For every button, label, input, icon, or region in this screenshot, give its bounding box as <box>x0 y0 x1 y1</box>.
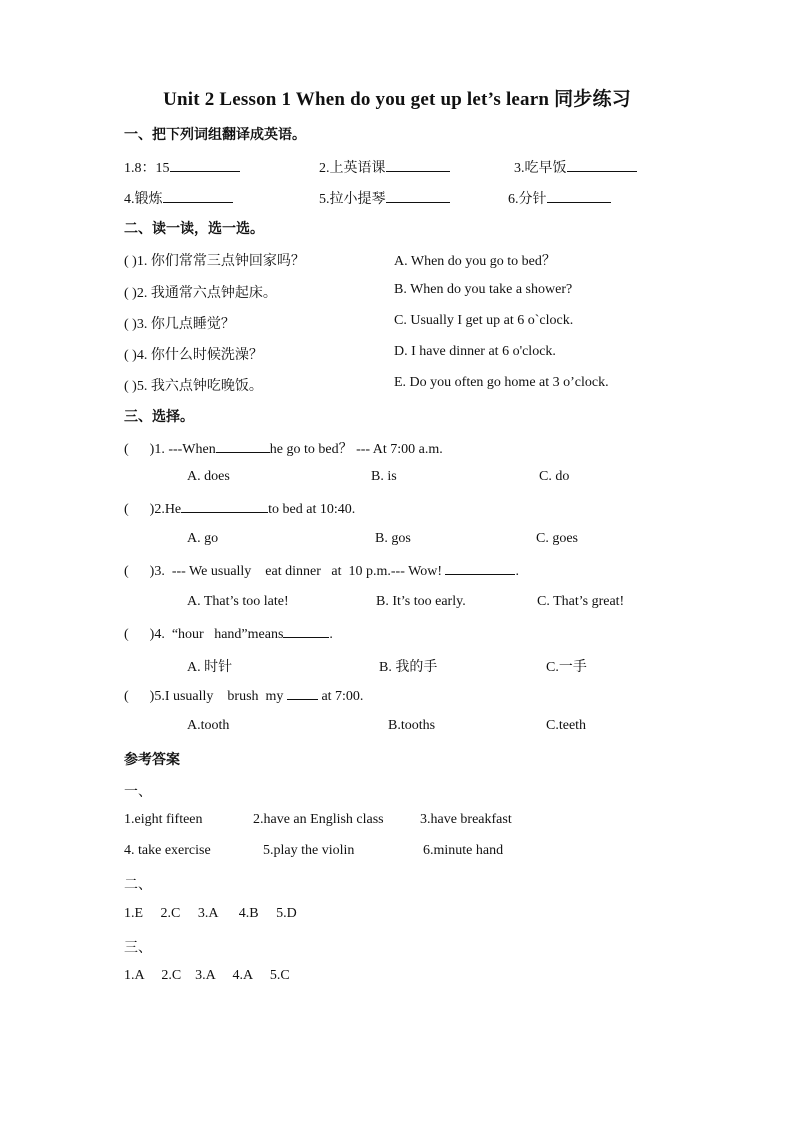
s2-right-d: D. I have dinner at 6 o'clock. <box>394 344 556 359</box>
answer-blank[interactable] <box>386 190 450 203</box>
q1-option-c: C. do <box>539 469 570 484</box>
q3-option-b: B. It’s too early. <box>376 594 466 609</box>
answer-blank[interactable] <box>181 500 268 513</box>
q4-suffix: . <box>329 627 333 642</box>
answer-1-5: 5.play the violin <box>263 843 355 858</box>
s1-item-3 <box>514 157 637 177</box>
q5-option-a: A.tooth <box>187 718 230 733</box>
s2-left-3: ( )3. 你几点睡觉？ <box>124 317 235 332</box>
s1-item-2 <box>319 157 450 177</box>
q2-option-b: B. gos <box>375 531 411 546</box>
s1-item-4 <box>124 188 233 208</box>
answer-1-4: 4. take exercise <box>124 843 211 858</box>
q3-prefix: ( )3. --- We usually eat dinner at 10 p.m.--- Wow! <box>124 564 442 579</box>
answers-s1-label: 一、 <box>124 785 152 800</box>
s2-left-4: ( )4. 你什么时候洗澡？ <box>124 348 263 363</box>
answer-blank[interactable] <box>283 625 329 638</box>
s3-question-5 <box>124 687 363 705</box>
s1-item-4-label: 4.锻炼 <box>124 192 163 207</box>
s1-item-1-label: 1.8：15 <box>124 161 170 176</box>
answers-s3-label: 三、 <box>124 941 152 956</box>
s1-item-1 <box>124 157 240 177</box>
answer-blank[interactable] <box>287 687 318 700</box>
s3-question-1 <box>124 438 443 458</box>
answer-1-2: 2.have an English class <box>253 812 384 827</box>
s3-question-2 <box>124 500 355 518</box>
q1-prefix: ( )1. ---When <box>124 442 216 457</box>
q3-option-a: A. That’s too late! <box>187 594 289 609</box>
q2-option-c: C. goes <box>536 531 578 546</box>
answer-1-3: 3.have breakfast <box>420 812 512 827</box>
answer-blank[interactable] <box>386 159 450 172</box>
q5-suffix: at 7:00. <box>321 689 364 704</box>
answer-blank[interactable] <box>163 190 233 203</box>
s1-item-6-label: 6.分针 <box>508 192 547 207</box>
s2-right-c: C. Usually I get up at 6 o`clock. <box>394 313 574 328</box>
s1-item-6 <box>508 188 611 208</box>
answer-blank[interactable] <box>170 159 240 172</box>
answer-1-6: 6.minute hand <box>423 843 504 858</box>
s1-item-2-label: 2.上英语课 <box>319 161 386 176</box>
s2-left-1: ( )1. 你们常常三点钟回家吗？ <box>124 254 305 269</box>
answer-blank[interactable] <box>216 440 270 453</box>
answers-s3: 1.A 2.C 3.A 4.A 5.C <box>124 968 290 983</box>
s1-item-3-label: 3.吃早饭 <box>514 161 567 176</box>
answer-1-1: 1.eight fifteen <box>124 812 203 827</box>
section2-heading: 二、读一读，选一选。 <box>124 222 264 237</box>
section3-heading: 三、选择。 <box>124 410 194 425</box>
q1-suffix: he go to bed？ --- At 7:00 a.m. <box>269 442 443 457</box>
q4-option-a: A. 时针 <box>187 660 233 675</box>
q3-option-c: C. That’s great! <box>537 594 625 609</box>
s3-question-3 <box>124 562 519 580</box>
answers-heading: 参考答案 <box>124 753 180 768</box>
s2-left-2: ( )2. 我通常六点钟起床。 <box>124 286 277 301</box>
answer-blank[interactable] <box>547 190 611 203</box>
q1-option-a: A. does <box>187 469 230 484</box>
q3-suffix: . <box>515 564 519 579</box>
q4-prefix: ( )4. “hour hand”means <box>124 627 284 642</box>
answers-s2-label: 二、 <box>124 878 152 893</box>
q4-option-c: C.一手 <box>546 660 587 675</box>
q1-option-b: B. is <box>371 469 397 484</box>
s1-item-5-label: 5.拉小提琴 <box>319 192 386 207</box>
q4-option-b: B. 我的手 <box>379 660 438 675</box>
q5-prefix: ( )5.I usually brush my <box>124 689 284 704</box>
q5-option-c: C.teeth <box>546 718 587 733</box>
q2-option-a: A. go <box>187 531 219 546</box>
q2-suffix: to bed at 10:40. <box>268 502 356 517</box>
section1-heading: 一、把下列词组翻译成英语。 <box>124 128 306 143</box>
s1-item-5 <box>319 188 450 208</box>
q5-option-b: B.tooths <box>388 718 436 733</box>
s2-left-5: ( )5. 我六点钟吃晚饭。 <box>124 379 263 394</box>
s2-right-b: B. When do you take a shower? <box>394 282 573 297</box>
answer-blank[interactable] <box>445 562 515 575</box>
s2-right-e: E. Do you often go home at 3 o’clock. <box>394 375 609 390</box>
answer-blank[interactable] <box>567 159 637 172</box>
page-title: Unit 2 Lesson 1 When do you get up let’s learn 同步练习 <box>163 89 631 110</box>
q2-prefix: ( )2.He <box>124 502 182 517</box>
s2-right-a: A. When do you go to bed？ <box>394 254 556 269</box>
answers-s2: 1.E 2.C 3.A 4.B 5.D <box>124 906 297 921</box>
s3-question-4 <box>124 625 333 643</box>
